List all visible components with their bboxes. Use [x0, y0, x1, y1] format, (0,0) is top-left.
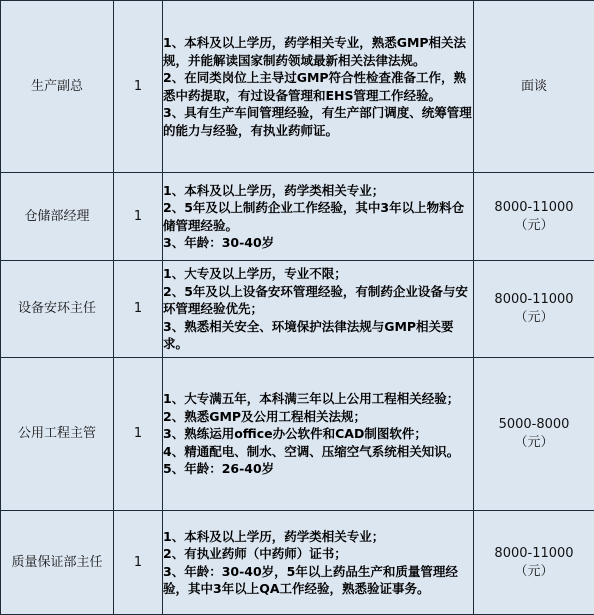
- position-title: 质量保证部主任: [1, 511, 114, 615]
- table-row: [1, 1, 594, 173]
- salary-unit: （元）: [474, 217, 594, 235]
- salary-cell: [474, 1, 594, 173]
- requirement-line: 2、熟悉GMP及公用工程相关法规；: [163, 408, 473, 426]
- headcount: 1: [114, 261, 163, 358]
- requirement-line: 2、有执业药师（中药师）证书；: [163, 545, 473, 563]
- requirements-cell: [163, 511, 474, 615]
- table-row: [1, 358, 594, 511]
- headcount: 1: [114, 511, 163, 615]
- requirement-line: 1、大专满五年，本科满三年以上公用工程相关经验；: [163, 390, 473, 408]
- requirement-line: 2、5年及以上设备安环管理经验，有制药企业设备与安环管理经验优先；: [163, 283, 473, 318]
- salary-unit: （元）: [474, 563, 594, 581]
- requirements-cell: [163, 261, 474, 358]
- headcount: 1: [114, 1, 163, 173]
- requirements-cell: [163, 358, 474, 511]
- salary-unit: （元）: [474, 434, 594, 452]
- salary-cell: [474, 261, 594, 358]
- salary-amount: 面谈: [474, 78, 594, 96]
- salary-amount: 5000-8000: [474, 416, 594, 434]
- salary-cell: [474, 511, 594, 615]
- requirement-line: 4、精通配电、制水、空调、压缩空气系统相关知识。: [163, 443, 473, 461]
- requirements-cell: [163, 1, 474, 173]
- position-title: 仓储部经理: [1, 173, 114, 261]
- requirement-line: 3、具有生产车间管理经验，有生产部门调度、统筹管理的能力与经验，有执业药师证。: [163, 104, 473, 139]
- requirement-line: 3、年龄：30-40岁: [163, 234, 473, 252]
- requirement-line: 3、熟练运用office办公软件和CAD制图软件；: [163, 425, 473, 443]
- headcount: 1: [114, 358, 163, 511]
- table-row: [1, 261, 594, 358]
- table-row: [1, 511, 594, 615]
- position-title: 公用工程主管: [1, 358, 114, 511]
- requirement-line: 5、年龄：26-40岁: [163, 460, 473, 478]
- salary-unit: （元）: [474, 309, 594, 327]
- salary-amount: 8000-11000: [474, 291, 594, 309]
- salary-amount: 8000-11000: [474, 545, 594, 563]
- requirement-line: 3、年龄：30-40岁，5年以上药品生产和质量管理经验，其中3年以上QA工作经验，熟悉验证事务。: [163, 563, 473, 598]
- requirement-line: 2、在同类岗位上主导过GMP符合性检查准备工作，熟悉中药提取，有过设备管理和EHS管理工作经验。: [163, 69, 473, 104]
- requirement-line: 3、熟悉相关安全、环境保护法律法规与GMP相关要求。: [163, 318, 473, 353]
- requirements-cell: [163, 173, 474, 261]
- position-title: 生产副总: [1, 1, 114, 173]
- salary-cell: [474, 358, 594, 511]
- requirement-line: 1、本科及以上学历，药学相关专业，熟悉GMP相关法规，并能解读国家制药领域最新相关法律法规。: [163, 34, 473, 69]
- salary-cell: [474, 173, 594, 261]
- salary-amount: 8000-11000: [474, 199, 594, 217]
- requirement-line: 2、5年及以上制药企业工作经验，其中3年以上物料仓储管理经验。: [163, 199, 473, 234]
- requirement-line: 1、本科及以上学历，药学类相关专业；: [163, 528, 473, 546]
- requirement-line: 1、本科及以上学历，药学类相关专业；: [163, 182, 473, 200]
- table-row: [1, 173, 594, 261]
- headcount: 1: [114, 173, 163, 261]
- position-title: 设备安环主任: [1, 261, 114, 358]
- requirement-line: 1、大专及以上学历，专业不限；: [163, 265, 473, 283]
